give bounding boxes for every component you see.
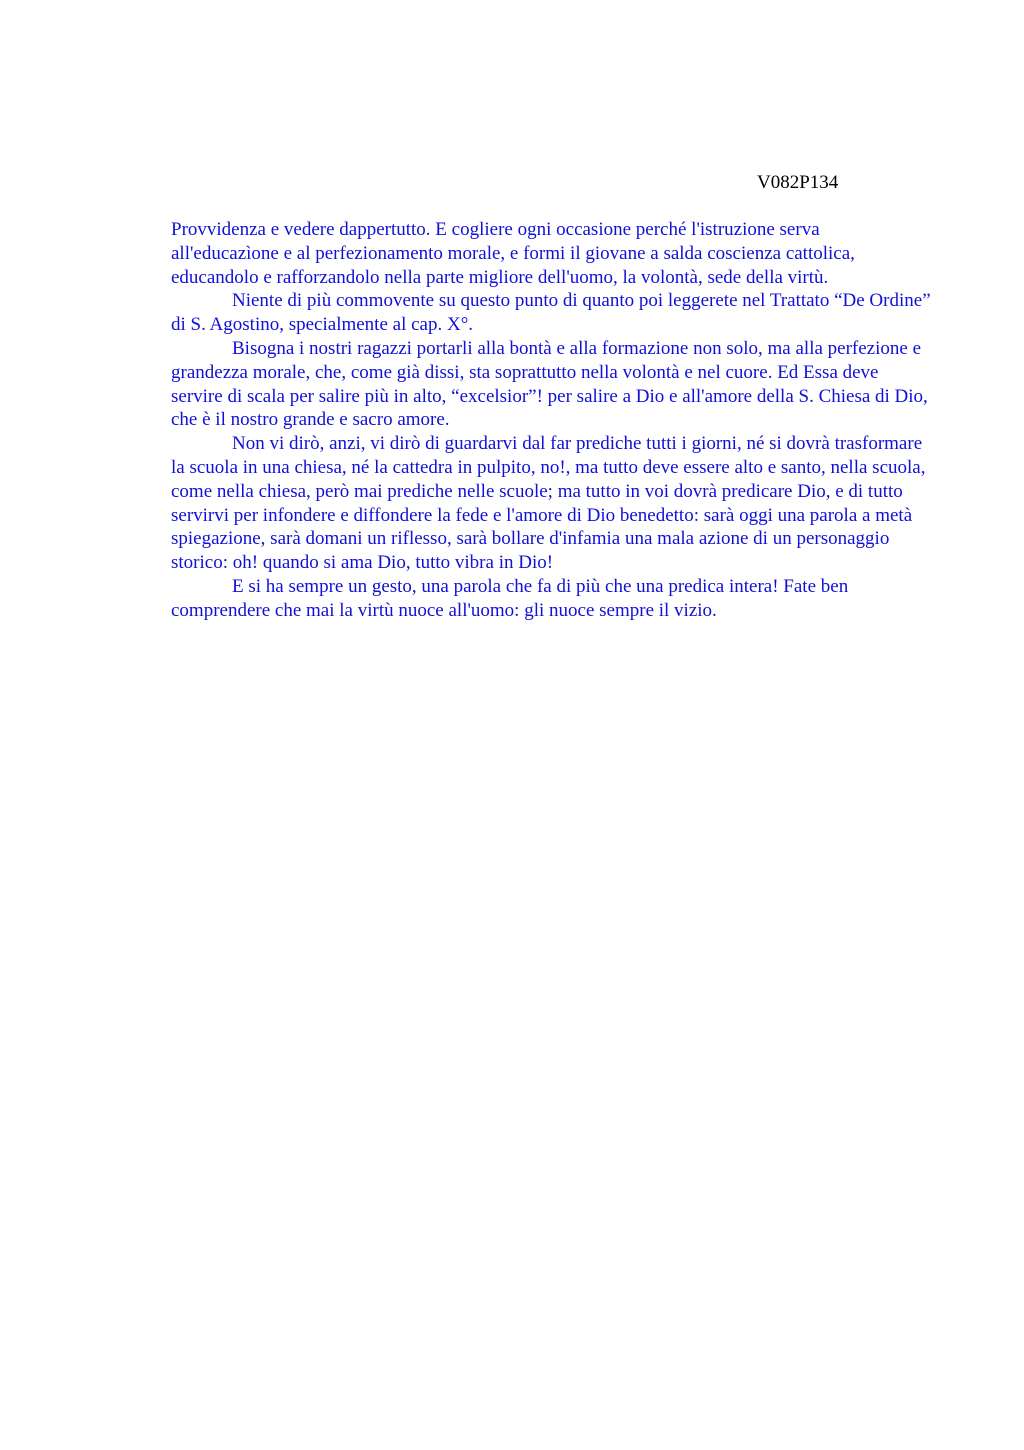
paragraph-4: Non vi dirò, anzi, vi dirò di guardarvi dal far prediche tutti i giorni, né si dovrà trasformare la scuola in una chiesa, né la cattedra in pulpito, no!, ma tutto deve essere alto e santo, nella scuola, come nella chiesa, però mai prediche nelle scuole; ma tutto in voi dovrà predicare Dio, e di tutto servirvi per infondere e diffondere la fede e l'amore di Dio benedetto: sarà oggi una parola a metà spiegazione, sarà domani un riflesso, sarà bollare d'infamia una mala azione di un personaggio storico: oh! quando si ama Dio, tutto vibra in Dio!: [171, 433, 926, 574]
paragraph-2: Niente di più commovente su questo punto di quanto poi leggerete nel Trattato “De Ordine” di S. Agostino, specialmente al cap. X°.: [171, 290, 931, 336]
document-body: [171, 218, 931, 623]
paragraph-5: E si ha sempre un gesto, una parola che fa di più che una predica intera! Fate ben comprendere che mai la virtù nuoce all'uomo: gli nuoce sempre il vizio.: [171, 575, 849, 621]
paragraph-1: Provvidenza e vedere dappertutto. E cogliere ogni occasione perché l'istruzione serva all'educazìone e al perfezionamento morale, e formi il giovane a salda coscienza cattolica, educandolo e rafforzandolo nella parte migliore dell'uomo, la volontà, sede della virtù.: [171, 219, 855, 288]
paragraph-3: Bisogna i nostri ragazzi portarli alla bontà e alla formazione non solo, ma alla perfezione e grandezza morale, che, come già dissi, sta soprattutto nella volontà e nel cuore. Ed Essa deve servire di scala per salire più in alto, “excelsior”! per salire a Dio e all'amore della S. Chiesa di Dio, che è il nostro grande e sacro amore.: [171, 337, 928, 431]
page-id-label: V082P134: [757, 172, 839, 193]
